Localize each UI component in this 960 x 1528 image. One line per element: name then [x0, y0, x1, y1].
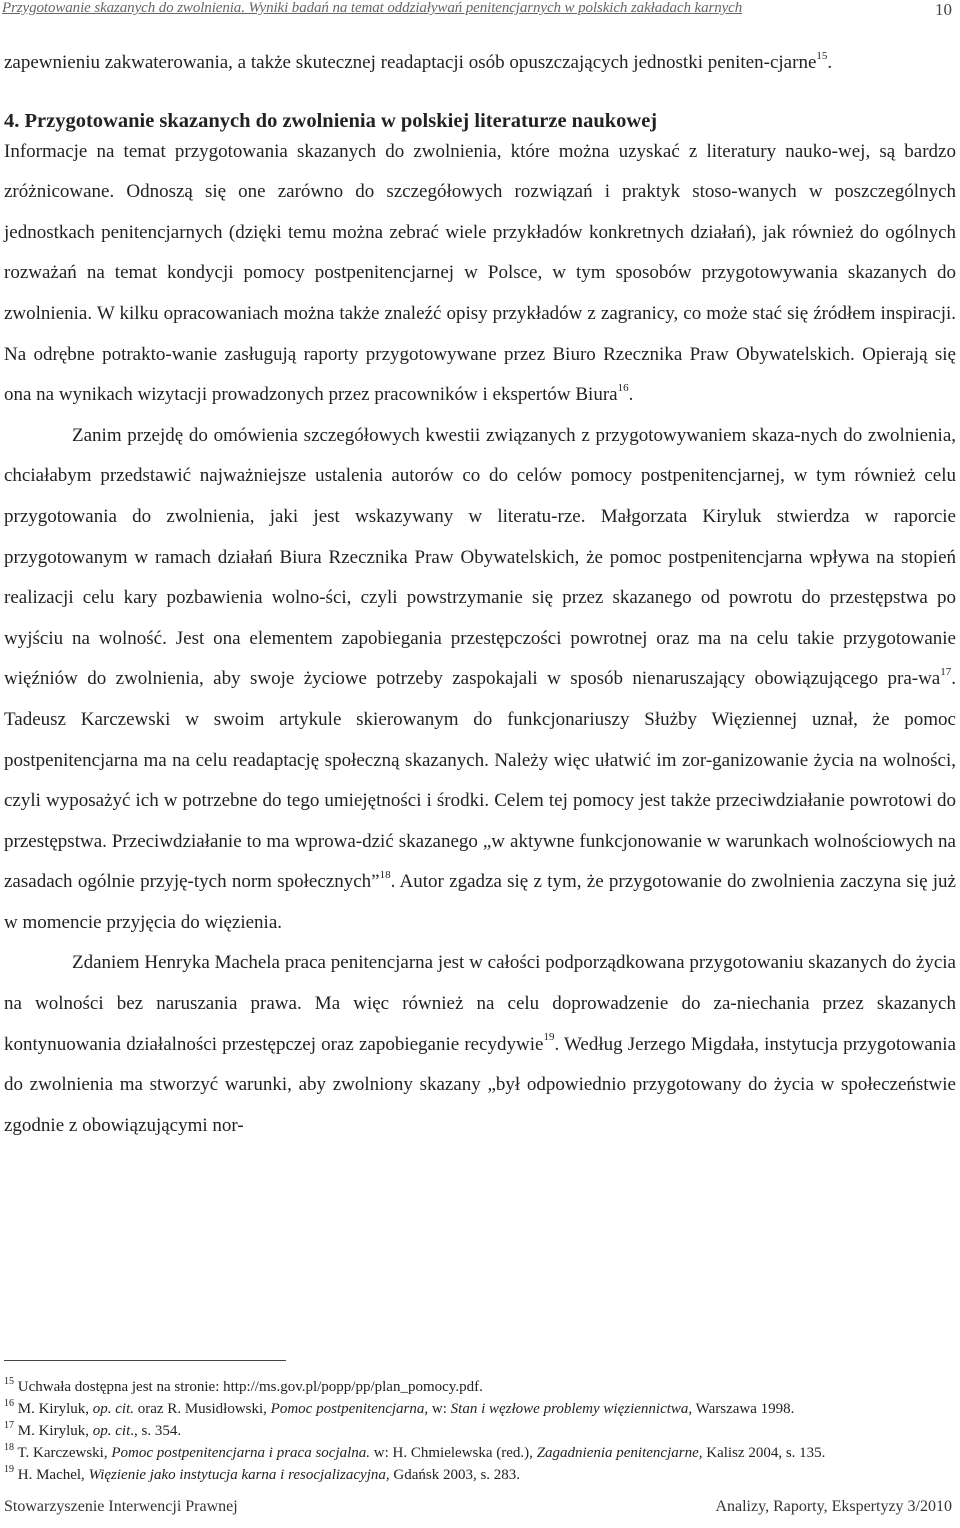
paragraph-intro: Informacje na temat przygotowania skazanych do zwolnienia, które można uzyskać z literatury nauko-wej, są bardzo zróżnicowane. Odnoszą się one zarówno do szczegółowych rozwiązań i praktyk stoso-wanych w poszczególnych jednostkach penitencjarnych (dzięki temu można zebrać wiele przykładów konkretnych działań), jak również do ogólnych rozważań na temat kondycji pomocy postpenitencjarnej w Polsce, w tym sposobów przygotowywania skazanych do zwolnienia. W kilku opracowaniach można także znaleźć opisy przykładów z zagranicy, co może stać się źródłem inspiracji. Na odrębne potrakto-wanie zasługują raporty przygotowywane przez Biuro Rzecznika Praw Obywatelskich. Opierają się ona na wynikach wizytacji prowadzonych przez pracowników i ekspertów Biura$^{16}$.	[4, 140, 956, 406]
footnotes	[4, 1376, 956, 1486]
footnote-ref-18[interactable]: 18	[379, 868, 391, 881]
footnote-16: $^{16}$ M. Kiryluk, op. cit. oraz R. Musidłowski, Pomoc postpenitencjarna, w: Stan i węzłowe problemy więziennictwa, Warszawa 1998.	[4, 1398, 795, 1417]
footer-series: Analizy, Raporty, Ekspertyzy 3/2010	[715, 1498, 952, 1515]
footnote-15: $^{15}$ Uchwała dostępna jest na stronie: http://ms.gov.pl/popp/pp/plan_pomocy.pdf.	[4, 1376, 483, 1395]
footnote-18: $^{18}$ T. Karczewski, Pomoc postpenitencjarna i praca socjalna. w: H. Chmielewska (red.), Zagadnienia penitencjarne, Kalisz 2004, s. 135.	[4, 1442, 826, 1461]
running-header-title: Przygotowanie skazanych do zwolnienia. Wyniki badań na temat oddziaływań penitencjarnych w polskich zakładach karnych	[2, 0, 743, 16]
footer-publisher: Stowarzyszenie Interwencji Prawnej	[4, 1498, 238, 1515]
paragraph-continued: zapewnieniu zakwaterowania, a także skutecznej readaptacji osób opuszczających jednostki peniten-cjarne$^{15}$.	[4, 49, 833, 73]
footnote-ref-16[interactable]: 16	[617, 381, 629, 394]
body-text	[4, 43, 956, 1146]
footnote-ref-19[interactable]: 19	[543, 1031, 555, 1044]
footnote-ref-17[interactable]: 17	[940, 665, 952, 678]
section-heading: 4. Przygotowanie skazanych do zwolnienia w polskiej literaturze naukowej	[4, 109, 658, 132]
running-header	[0, 0, 960, 22]
page-number: 10	[935, 0, 952, 19]
footnote-19: $^{19}$ H. Machel, Więzienie jako instytucja karna i resocjalizacyjna, Gdańsk 2003, s. 283.	[4, 1464, 521, 1483]
footnote-separator	[4, 1360, 286, 1361]
paragraph-goals: Zanim przejdę do omówienia szczegółowych kwestii związanych z przygotowywaniem skaza-nych do zwolnienia, chciałabym przedstawić najważniejsze ustalenia autorów co do celów pomocy postpenitencjarnej, w tym również celu przygotowania do zwolnienia, jaki jest wskazywany w literatu-rze. Małgorzata Kiryluk stwierdza w raporcie przygotowanym w ramach działań Biura Rzecznika Praw Obywatelskich, że pomoc postpenitencjarna wpływa na stopień realizacji celu kary pozbawienia wolno-ści, czyli powstrzymanie się przez skazanego od powrotu do przestępstwa po wyjściu na wolność. Jest ona elementem zapobiegania przestępczości powrotnej oraz ma na celu takie przygotowanie więźniów do zwolnienia, aby swoje życiowe potrzeby zaspokajali w sposób nienaruszający obowiązującego pra-$wa^{17}$. Tadeusz Karczewski w swoim artykule skierowanym do funkcjonariuszy Służby Więziennej uznał, że pomoc postpenitencjarna ma na celu readaptację społeczną skazanych. Należy więc ułatwić im zor-ganizowanie życia na wolności, czyli wyposażyć ich w potrzebne do tego umiejętności i środki. Celem tej pomocy jest także przeciwdziałanie powrotowi do przestępstwa. Przeciwdziałanie to ma wprowa-dzić skazanego „w aktywne funkcjonowanie w warunkach wolnościowych na zasadach ogólnie przyję-tych norm społecznych”$^{18}$. Autor zgadza się z tym, że przygotowanie do zwolnienia zaczyna się już w momencie przyjęcia do więzienia.	[4, 424, 956, 933]
page-footer	[4, 1498, 952, 1522]
footnote-17: $^{17}$ M. Kiryluk, op. cit., s. 354.	[4, 1420, 182, 1439]
footnote-ref-15[interactable]: 15	[816, 49, 828, 62]
paragraph-machel: Zdaniem Henryka Machela praca penitencjarna jest w całości podporządkowana przygotowaniu skazanych do życia na wolności bez naruszania prawa. Ma więc również na celu doprowadzenie do za-niechania przez skazanych kontynuowania działalności przestępczej oraz zapobieganie recydywie$^{19}$. Według Jerzego Migdała, instytucja przygotowania do zwolnienia ma stworzyć warunki, aby zwolniony skazany „był odpowiednio przygotowany do życia w społeczeństwie zgodnie z obowiązującymi nor-	[4, 952, 956, 1136]
